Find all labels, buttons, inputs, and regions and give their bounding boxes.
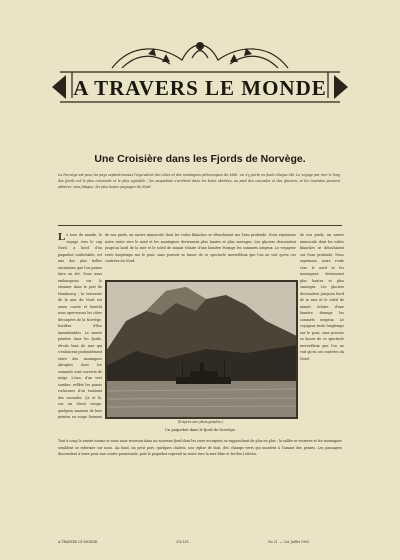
- column-left: [58, 232, 102, 422]
- masthead-title: A TRAVERS LE MONDE: [73, 76, 327, 100]
- article-intro: La Norvège est pour les pays septentrionaux l'équivalent des côtes et des montagnes pittoresques du Midi : on s'y porte en foule chaque été. Le voyage par mer le long des fjords est le plus commode et le plus agréable ; les paquebots s'arrêtent dans les baies abritées, au pied des cascades et des glaciers, et les touristes peuvent admirer, sans fatigue, les plus beaux paysages du Nord.: [58, 173, 340, 189]
- drop-cap: L: [58, 232, 66, 243]
- fjord-photograph: [105, 280, 298, 419]
- masthead: [52, 32, 348, 110]
- fjord-illustration: [106, 281, 297, 418]
- column-top-center: [105, 232, 296, 276]
- footer-right: No 21. — 1er Juillet 1905.: [268, 540, 311, 544]
- column-left-text: e tour du monde, le voyage vers le cap Nord, à bord d'un paquebot confortable, est une des plus belles excursions que l'on puisse faire en été. Nous nous embarquons sur le steamer dans le port de Hambourg ; la traversée de la mer du Nord est assez courte et bientôt nous apercevons les côtes découpées de la Norvège, bordées d'îles innombrables. Le navire pénètre dans les fjords, étroits bras de mer qui s'enfoncent profondément entre des montagnes abruptes dont les sommets sont couverts de neige. L'eau, d'un vert sombre, reflète les parois rocheuses d'où tombent des cascades. Çà et là, sur un étroit rivage, quelques maisons de bois peintes en rouge forment: [58, 233, 102, 419]
- footer-left: A TRAVERS LE MONDE.: [58, 540, 99, 544]
- column-right-text: de nos pieds, un navire minuscule dont les voiles blanches se détachaient sur l'eau profonde. Nous reprenons notre route vers le nord et les montagnes deviennent plus hautes et plus sauvages. Les glaciers descendent jusqu'au bord de la mer et le soleil de minuit éclaire d'une lumière étrange les sommets neigeux. Le voyageur reste longtemps sur le pont, sans pouvoir se lasser de ce spectacle merveilleux que l'on ne voit qu'en ces contrées du Nord.: [300, 233, 344, 361]
- column-top-center-text: de nos pieds, un navire minuscule dont les voiles blanches se détachaient sur l'eau profonde. Nous reprenons notre route vers le nord et les montagnes deviennent plus hautes et plus sauvages. Les glaciers descendent jusqu'au bord de la mer et le soleil de minuit éclaire d'une lumière étrange les sommets neigeux. Le voyageur reste longtemps sur le pont, sans pouvoir se lasser de ce spectacle merveilleux que l'on ne voit qu'en ces contrées du Nord.: [105, 233, 296, 263]
- photo-caption: Un paquebot dans le fjord de Norvège.: [165, 428, 236, 432]
- column-bottom-text: Tout à coup le navire tourne et nous nous trouvons dans un nouveau fjord dont les rives escarpées se rapprochent de plus en plus ; la vallée se resserre et les montagnes semblent se refermer sur nous. Au fond, un petit port, quelques chalets, une église de bois, des champs verts qui montent à l'assaut des pentes. Les passagers descendent à terre pour une courte promenade, puis le paquebot reprend sa route vers la mer libre et les îles Lofoten.: [58, 439, 342, 456]
- photo-credit: (D'après une photographie.): [177, 420, 224, 424]
- divider: [58, 225, 342, 226]
- footer-center: 21e LIV.: [176, 540, 190, 544]
- article-title: Une Croisière dans les Fjords de Norvège.: [94, 153, 306, 165]
- column-right: [300, 232, 344, 422]
- page-footer: [58, 540, 342, 546]
- column-bottom: [58, 438, 342, 533]
